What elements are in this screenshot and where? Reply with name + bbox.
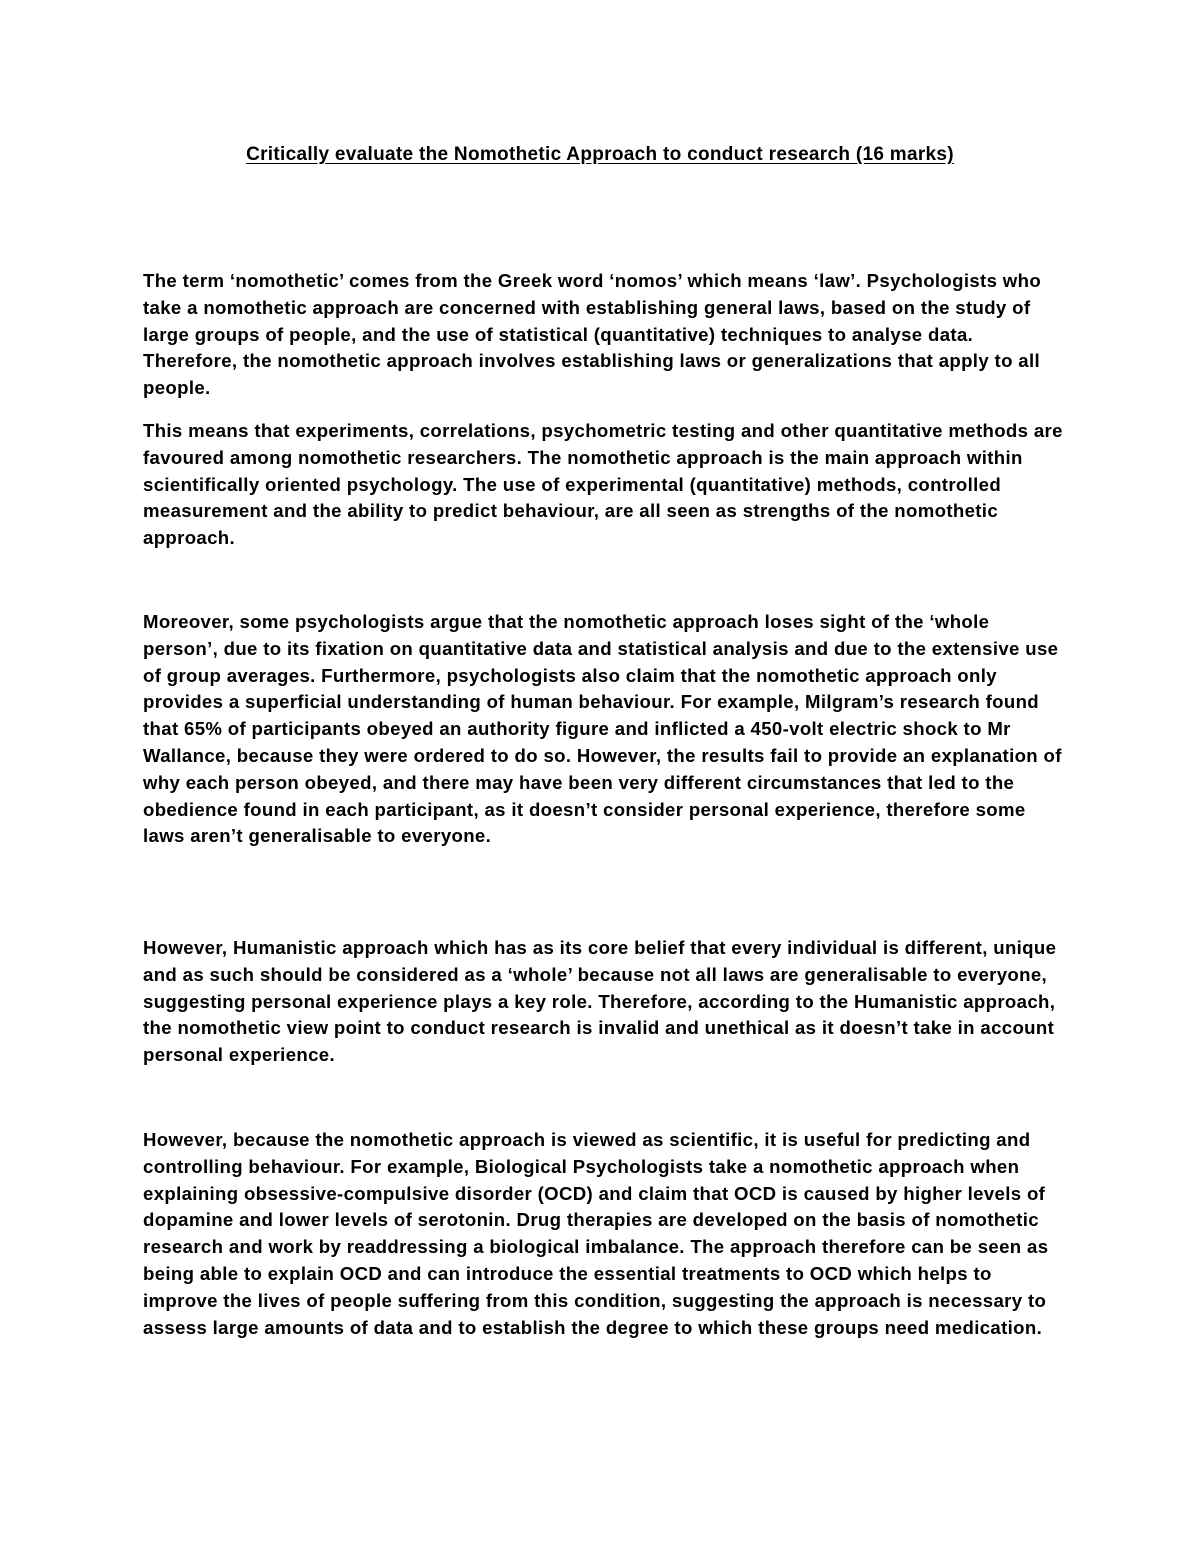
document-title: Critically evaluate the Nomothetic Approach to conduct research (16 marks) xyxy=(246,144,954,165)
paragraph-nomothetic-definition: The term ‘nomothetic’ comes from the Greek word ‘nomos’ which means ‘law’. Psychologists who take a nomothetic approach are concerned with establishing general laws, based on the study of large groups of people, and the use of statistical (quantitative) techniques to analyse data. Therefore, the nomothetic approach involves establishing laws or generalizations that apply to all people. xyxy=(143,270,1042,399)
paragraph-criticism-milgram: Moreover, some psychologists argue that the nomothetic approach loses sight of the ‘whole person’, due to its fixation on quantitative data and statistical analysis and due to the extensive use of group averages. Furthermore, psychologists also claim that the nomothetic approach only provides a superficial understanding of human behaviour. For example, Milgram’s research found that 65% of participants obeyed an authority figure and inflicted a 450-volt electric shock to Mr Wallance, because they were ordered to do so. However, the results fail to provide an explanation of why each person obeyed, and there may have been very different circumstances that led to the obedience found in each participant, as it doesn’t consider personal experience, therefore some laws aren’t generalisable to everyone. xyxy=(143,611,1062,847)
paragraph-ocd-example: However, because the nomothetic approach is viewed as scientific, it is useful for predicting and controlling behaviour. For example, Biological Psychologists take a nomothetic approach when explaining obsessive-compulsive disorder (OCD) and claim that OCD is caused by higher levels of dopamine and lower levels of serotonin. Drug therapies are developed on the basis of nomothetic research and work by readdressing a biological imbalance. The approach therefore can be seen as being able to explain OCD and can introduce the essential treatments to OCD which helps to improve the lives of people suffering from this condition, suggesting the approach is necessary to assess large amounts of data and to establish the degree to which these groups need medication. xyxy=(143,1129,1049,1338)
paragraph-quantitative-methods: This means that experiments, correlations, psychometric testing and other quantitative methods are favoured among nomothetic researchers. The nomothetic approach is the main approach within scientifically oriented psychology. The use of experimental (quantitative) methods, controlled measurement and the ability to predict behaviour, are all seen as strengths of the nomothetic approach. xyxy=(143,420,1063,549)
paragraph-humanistic-approach: However, Humanistic approach which has as its core belief that every individual is different, unique and as such should be considered as a ‘whole’ because not all laws are generalisable to everyone, suggesting personal experience plays a key role. Therefore, according to the Humanistic approach, the nomothetic view point to conduct research is invalid and unethical as it doesn’t take in account personal experience. xyxy=(143,937,1057,1066)
